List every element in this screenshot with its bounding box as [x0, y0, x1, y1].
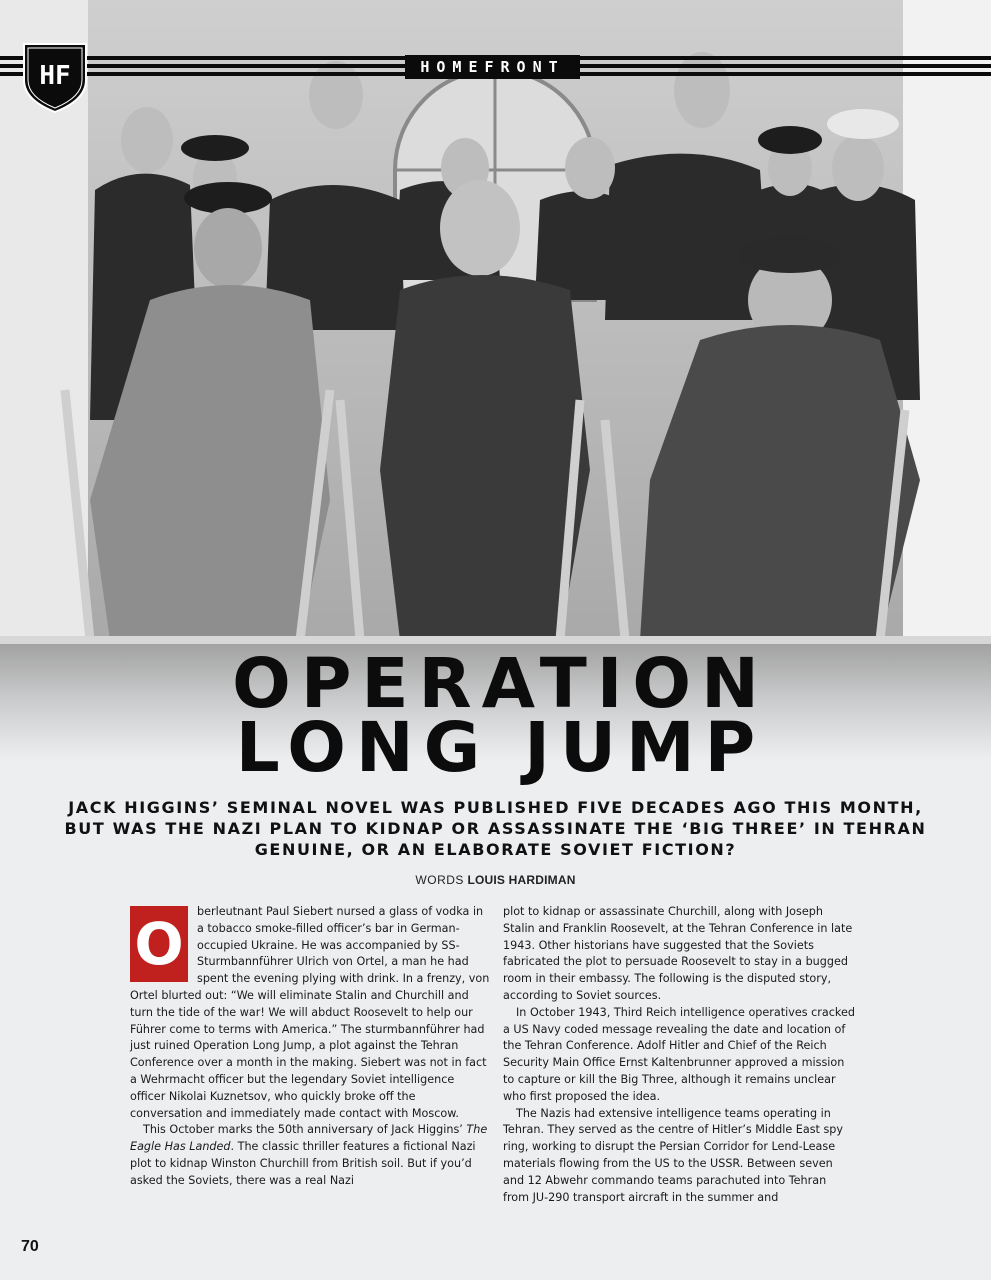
section-label: HOMEFRONT [405, 55, 580, 79]
drop-cap: O [130, 906, 188, 982]
section-header-bar [0, 52, 991, 82]
header-stripe [580, 72, 991, 76]
paragraph [130, 904, 490, 1122]
body-column-2 [503, 904, 855, 1206]
page-number: 70 [21, 1238, 39, 1255]
title-line-2: LONG JUMP [235, 708, 766, 788]
byline [0, 873, 991, 887]
paragraph-text: . The classic thriller features a fictional Nazi plot to kidnap Winston Churchill from British soil. But if you’d asked the Soviets, there was a real Nazi [130, 1140, 476, 1187]
article-deck: JACK HIGGINS’ SEMINAL NOVEL WAS PUBLISHED FIVE DECADES AGO THIS MONTH, BUT WAS THE NAZI PLAN TO KIDNAP OR ASSASSINATE THE ‘BIG THREE’ IN TEHRAN GENUINE, OR AN ELABORATE SOVIET FICTION? [64, 798, 927, 859]
article-title [0, 644, 991, 788]
header-stripe [580, 64, 991, 68]
byline-author: LOUIS HARDIMAN [467, 873, 576, 887]
paragraph: The Nazis had extensive intelligence teams operating in Tehran. They served as the centre of Hitler’s Middle East spy ring, working to disrupt the Persian Corridor for Lend-Lease materials flowing from the US to the USSR. Between seven and 12 Abwehr commando teams parachuted into Tehran from JU-290 transport aircraft in the summer and [503, 1106, 844, 1204]
paragraph: In October 1943, Third Reich intelligence operatives cracked a US Navy coded message revealing the date and location of the Tehran Conference. Adolf Hitler and Chief of the Reich Security Main Office Ernst Kaltenbrunner approved a mission to capture or kill the Big Three, although it remains unclear who first proposed the idea. [503, 1005, 855, 1103]
header-stripe [580, 56, 991, 60]
title-line-1: OPERATION [232, 644, 769, 724]
book-title: The Eagle Has Landed [130, 1123, 488, 1154]
body-column-1 [130, 904, 490, 1190]
paragraph: plot to kidnap or assassinate Churchill, along with Joseph Stalin and Franklin Roosevelt, at the Tehran Conference in late 1943. Other historians have suggested that the Soviets fabricated the plot to persuade Roosevelt to stay in a bugged room in their embassy. The following is the disputed story, according to Soviet sources. [503, 905, 853, 1002]
paragraph-text: This October marks the 50th anniversary of Jack Higgins’ [143, 1123, 467, 1137]
paragraph [130, 1122, 490, 1189]
paragraph-text: berleutnant Paul Siebert nursed a glass of vodka in a tobacco smoke-filled officer’s bar in German-occupied Ukraine. He was accompanied by SS-Sturmbannführer Ulrich von Ortel, a man he had spent the evening plying with drink. In a frenzy, von Ortel blurted out: “We will eliminate Stalin and Churchill and turn the tide of the war! We will abduct Roosevelt to help our Führer come to terms with America.” The sturmbannführer had just ruined Operation Long Jump, a plot against the Tehran Conference over a month in the making. Siebert was not in fact a Wehrmacht officer but the legendary Soviet intelligence officer Nikolai Kuznetsov, who quickly broke off the conversation and immediately made contact with Moscow. [130, 905, 490, 1120]
logo-text: HF [39, 61, 71, 91]
byline-prefix: WORDS [415, 873, 464, 887]
hf-shield-logo-icon [20, 40, 90, 114]
